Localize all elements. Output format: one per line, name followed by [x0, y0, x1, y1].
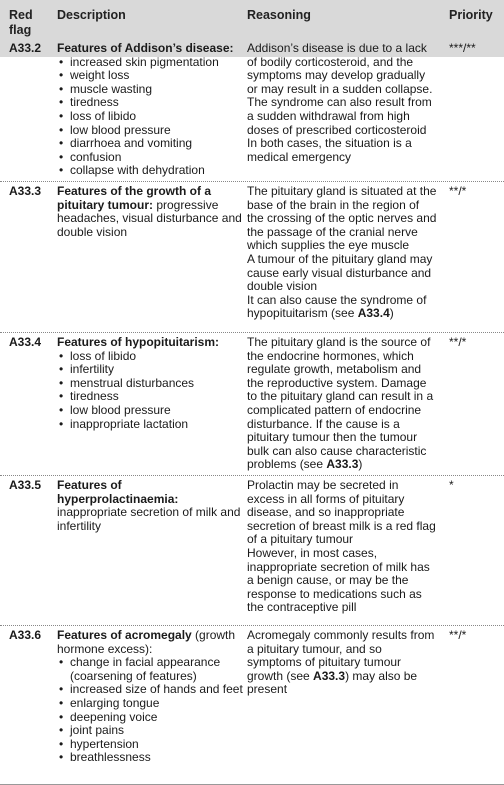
row-divider [0, 625, 504, 626]
cross-reference: A33.3 [313, 668, 346, 683]
symptom-item: • tiredness [57, 390, 243, 404]
description-title: Features of hypopituitarism: [57, 335, 220, 349]
priority-value: **/* [449, 335, 467, 349]
red-flag-id: A33.3 [9, 184, 42, 198]
cross-reference: A33.4 [357, 306, 390, 321]
description-cell [57, 185, 243, 239]
description-title: Features of acromegaly [57, 628, 192, 642]
table-row [0, 182, 504, 332]
symptom-item: • deepening voice [57, 711, 243, 725]
symptom-item: • collapse with dehydration [57, 164, 243, 178]
reasoning-cell [247, 185, 437, 321]
symptom-item: • change in facial appearance (coarsening of features) [57, 656, 243, 683]
reasoning-paragraph: In both cases, the situation is a medical emergency [247, 136, 412, 164]
table-row [0, 476, 504, 625]
red-flag-id: A33.5 [9, 478, 42, 492]
priority-value: **/* [449, 628, 467, 642]
reasoning-paragraph: Prolactin may be secreted in excess in all forms of pituitary disease, and so inappropriate secretion of breast milk is a red flag of a pituitary tumour [247, 478, 436, 547]
symptom-item: • joint pains [57, 724, 243, 738]
description-title: Features of hyperprolactinaemia: [57, 478, 179, 506]
reasoning-paragraph: The pituitary gland is situated at the base of the brain in the region of the crossing of the optic nerves and the passage of the cranial nerve which supplies the eye muscle [247, 184, 437, 253]
symptom-item: • weight loss [57, 69, 243, 83]
reasoning-paragraph: However, in most cases, inappropriate secretion of milk has a benign cause, or may be the response to medications such as the contraceptive pill [247, 545, 430, 615]
symptom-item: • tiredness [57, 96, 243, 110]
row-divider [0, 475, 504, 476]
description-title: Features of the growth of a pituitary tumour: [57, 184, 212, 212]
table-row [0, 333, 504, 475]
description-cell [57, 479, 243, 533]
symptom-item: • breathlessness [57, 751, 243, 765]
symptom-item: • low blood pressure [57, 124, 243, 138]
row-divider [0, 181, 504, 182]
reasoning-paragraph: Acromegaly commonly results from a pituitary tumour, and so symptoms of pituitary tumour growth (see A33.3) may also be present [247, 628, 435, 697]
symptom-list [57, 656, 243, 765]
red-flag-id: A33.2 [9, 41, 42, 55]
description-cell [57, 629, 243, 765]
reasoning-cell [247, 629, 437, 697]
priority-value: * [449, 478, 454, 492]
description-text: (growth hormone excess): [57, 628, 236, 656]
reasoning-paragraph: It can also cause the syndrome of hypopituitarism (see A33.4) [247, 292, 427, 321]
red-flag-id: A33.6 [9, 628, 42, 642]
symptom-item: • loss of libido [57, 110, 243, 124]
priority-value: **/* [449, 184, 467, 198]
red-flag-id: A33.4 [9, 335, 42, 349]
symptom-item: • menstrual disturbances [57, 377, 243, 391]
reasoning-cell [247, 42, 437, 164]
symptom-list [57, 56, 243, 178]
reasoning-paragraph: A tumour of the pituitary gland may cause early visual disturbance and double vision [247, 251, 433, 294]
reasoning-cell [247, 479, 437, 615]
symptom-item: • loss of libido [57, 350, 243, 364]
priority-value: ***/** [449, 41, 476, 55]
header-priority: Priority [449, 8, 493, 22]
table-row [0, 39, 504, 181]
symptom-item: • inappropriate lactation [57, 418, 243, 432]
symptom-list [57, 350, 243, 432]
description-cell [57, 42, 243, 178]
symptom-item: • low blood pressure [57, 404, 243, 418]
header-red-flag: Red flag [9, 8, 33, 37]
symptom-item: • increased size of hands and feet [57, 683, 243, 697]
symptom-item: • hypertension [57, 738, 243, 752]
symptom-item: • diarrhoea and vomiting [57, 137, 243, 151]
symptom-item: • confusion [57, 151, 243, 165]
symptom-item: • increased skin pigmentation [57, 56, 243, 70]
description-text: progressive headaches, visual disturbance and double vision [57, 197, 242, 239]
reasoning-paragraph: Addison’s disease is due to a lack of bodily corticosteroid, and the symptoms may develop gradually or may result in a sudden collapse. The syndrome can also result from a sudden withdrawal from high doses of prescribed corticosteroid [247, 41, 433, 137]
row-divider [0, 332, 504, 333]
reasoning-paragraph: The pituitary gland is the source of the endocrine hormones, which regulate growth, metabolism and the reproductive system. Damage to the pituitary gland can result in a complicated pattern of endocrine disturbance. If the cause is a pituitary tumour then the tumour bulk can also cause characteristic problems (see A33.3) [247, 335, 434, 472]
symptom-item: • infertility [57, 363, 243, 377]
symptom-item: • enlarging tongue [57, 697, 243, 711]
header-reasoning: Reasoning [247, 8, 311, 22]
header-description: Description [57, 8, 126, 22]
symptom-item: • muscle wasting [57, 83, 243, 97]
description-cell [57, 336, 243, 431]
reasoning-cell [247, 336, 437, 472]
description-text: inappropriate secretion of milk and infertility [57, 505, 241, 533]
description-title: Features of Addison’s disease: [57, 41, 234, 55]
cross-reference: A33.3 [326, 457, 359, 472]
table-row [0, 626, 504, 784]
